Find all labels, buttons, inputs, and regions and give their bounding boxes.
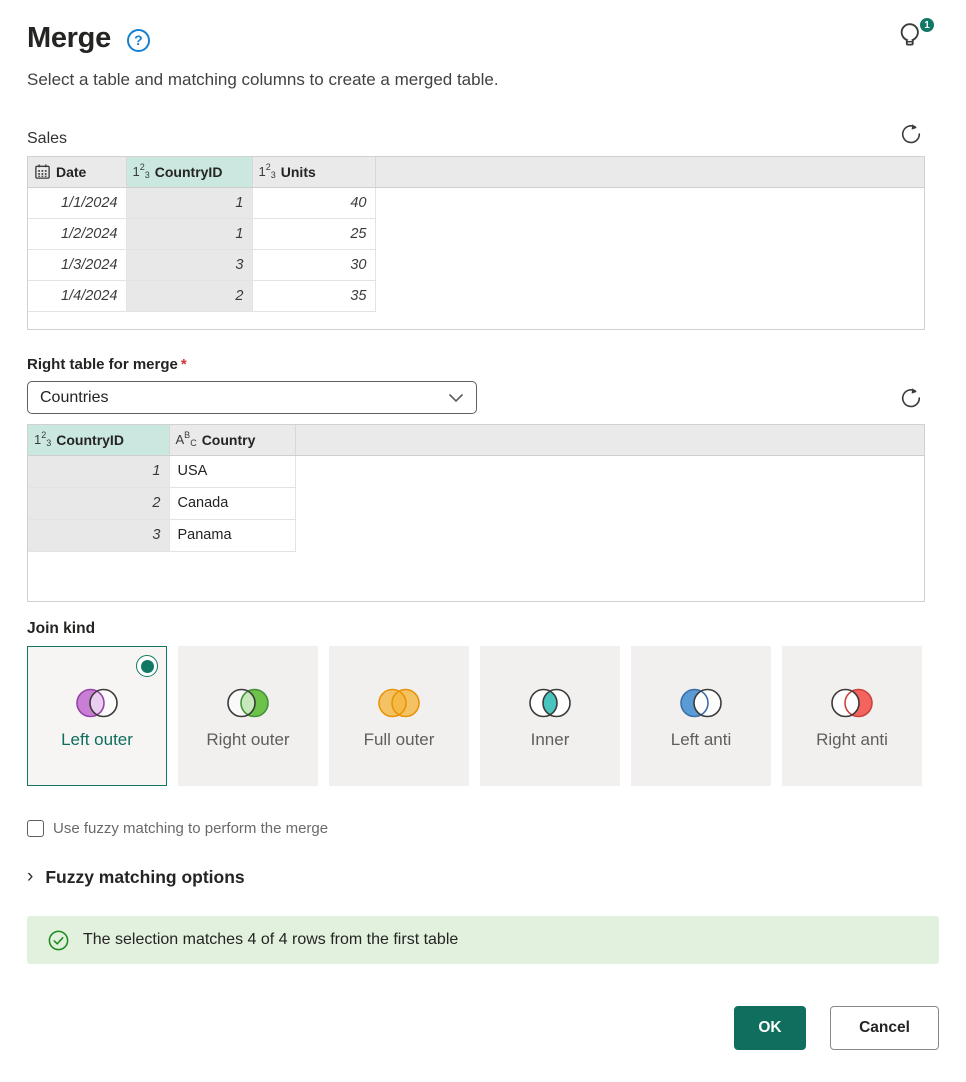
column-header-countryid[interactable]: 1 2 3 CountryID bbox=[126, 157, 252, 187]
cancel-button[interactable]: Cancel bbox=[830, 1006, 939, 1050]
table-row bbox=[28, 487, 924, 519]
header-filler bbox=[295, 425, 924, 455]
cell: 40 bbox=[252, 187, 375, 218]
column-header-country[interactable]: A B C Country bbox=[169, 425, 295, 455]
dialog-subtitle: Select a table and matching columns to create a merged table. bbox=[27, 70, 499, 89]
refresh-icon[interactable] bbox=[897, 120, 925, 148]
table-row bbox=[28, 519, 924, 551]
ideas-lightbulb-icon[interactable] bbox=[896, 20, 930, 54]
join-option-label: Right outer bbox=[206, 730, 290, 750]
success-check-icon bbox=[47, 929, 70, 952]
left-table-label: Sales bbox=[27, 130, 68, 147]
join-option-label: Inner bbox=[530, 730, 570, 750]
join-kind-label: Join kind bbox=[27, 620, 96, 637]
table-row bbox=[28, 249, 924, 280]
right-table-dropdown[interactable] bbox=[27, 381, 477, 414]
cell: 1/1/2024 bbox=[28, 187, 126, 218]
table-row bbox=[28, 455, 924, 487]
venn-left-outer-icon bbox=[71, 685, 123, 721]
join-option-label: Full outer bbox=[363, 730, 435, 750]
cell: USA bbox=[169, 455, 295, 487]
venn-right-anti-icon bbox=[826, 685, 878, 721]
venn-full-outer-icon bbox=[373, 685, 425, 721]
page-title: Merge bbox=[27, 21, 111, 54]
join-option-label: Right anti bbox=[816, 730, 888, 750]
fuzzy-matching-checkbox-label: Use fuzzy matching to perform the merge bbox=[53, 820, 329, 837]
number-type-icon: 1 2 3 bbox=[34, 430, 52, 449]
column-header-units[interactable]: 1 2 3 Units bbox=[252, 157, 375, 187]
join-option-label: Left anti bbox=[670, 730, 732, 750]
cell: Canada bbox=[169, 487, 295, 519]
column-header-date[interactable]: Date bbox=[28, 157, 126, 187]
fuzzy-matching-checkbox-row[interactable] bbox=[27, 820, 939, 837]
join-option-full-outer[interactable] bbox=[329, 646, 469, 786]
cell: 1/4/2024 bbox=[28, 280, 126, 311]
join-option-inner[interactable] bbox=[480, 646, 620, 786]
cell: 25 bbox=[252, 218, 375, 249]
required-asterisk: * bbox=[180, 356, 187, 373]
dropdown-value: Countries bbox=[40, 388, 109, 406]
countries-table bbox=[28, 425, 924, 552]
calendar-icon bbox=[34, 163, 51, 180]
chevron-right-icon: › bbox=[27, 866, 34, 887]
cell: 1/3/2024 bbox=[28, 249, 126, 280]
fuzzy-matching-checkbox[interactable] bbox=[27, 820, 44, 837]
cell: 35 bbox=[252, 280, 375, 311]
table-header-row bbox=[28, 425, 924, 455]
table-row bbox=[28, 280, 924, 311]
venn-inner-icon bbox=[524, 685, 576, 721]
table-row bbox=[28, 218, 924, 249]
cell: 1 bbox=[126, 218, 252, 249]
sales-table bbox=[28, 157, 924, 312]
cell: 1/2/2024 bbox=[28, 218, 126, 249]
join-option-right-outer[interactable] bbox=[178, 646, 318, 786]
cell: Panama bbox=[169, 519, 295, 551]
join-kind-options bbox=[27, 646, 939, 786]
cell: 2 bbox=[126, 280, 252, 311]
status-message: The selection matches 4 of 4 rows from the first table bbox=[83, 931, 459, 948]
join-option-left-outer[interactable] bbox=[27, 646, 167, 786]
number-type-icon: 1 2 3 bbox=[132, 162, 150, 181]
column-header-countryid[interactable]: 1 2 3 CountryID bbox=[28, 425, 169, 455]
header-filler bbox=[375, 157, 924, 187]
venn-left-anti-icon bbox=[675, 685, 727, 721]
table-row bbox=[28, 187, 924, 218]
status-banner bbox=[27, 916, 939, 964]
refresh-icon[interactable] bbox=[897, 384, 925, 412]
help-icon[interactable]: ? bbox=[127, 29, 150, 52]
cell: 3 bbox=[126, 249, 252, 280]
chevron-down-icon bbox=[448, 393, 464, 403]
venn-right-outer-icon bbox=[222, 685, 274, 721]
ok-button[interactable]: OK bbox=[734, 1006, 806, 1050]
fuzzy-matching-options-expander[interactable] bbox=[27, 867, 939, 888]
table-header-row bbox=[28, 157, 924, 187]
number-type-icon: 1 2 3 bbox=[258, 162, 276, 181]
cell: 3 bbox=[28, 519, 169, 551]
fuzzy-matching-options-label: Fuzzy matching options bbox=[45, 867, 245, 887]
join-option-left-anti[interactable] bbox=[631, 646, 771, 786]
cell: 2 bbox=[28, 487, 169, 519]
join-option-label: Left outer bbox=[61, 730, 133, 750]
cell: 30 bbox=[252, 249, 375, 280]
right-table-field-label: Right table for merge * bbox=[27, 356, 187, 373]
join-option-right-anti[interactable] bbox=[782, 646, 922, 786]
text-type-icon: A B C bbox=[175, 430, 197, 449]
left-table-preview bbox=[27, 156, 925, 330]
right-table-preview bbox=[27, 424, 925, 602]
cell: 1 bbox=[28, 455, 169, 487]
ideas-badge: 1 bbox=[919, 17, 935, 33]
cell: 1 bbox=[126, 187, 252, 218]
radio-selected-icon bbox=[136, 655, 158, 677]
